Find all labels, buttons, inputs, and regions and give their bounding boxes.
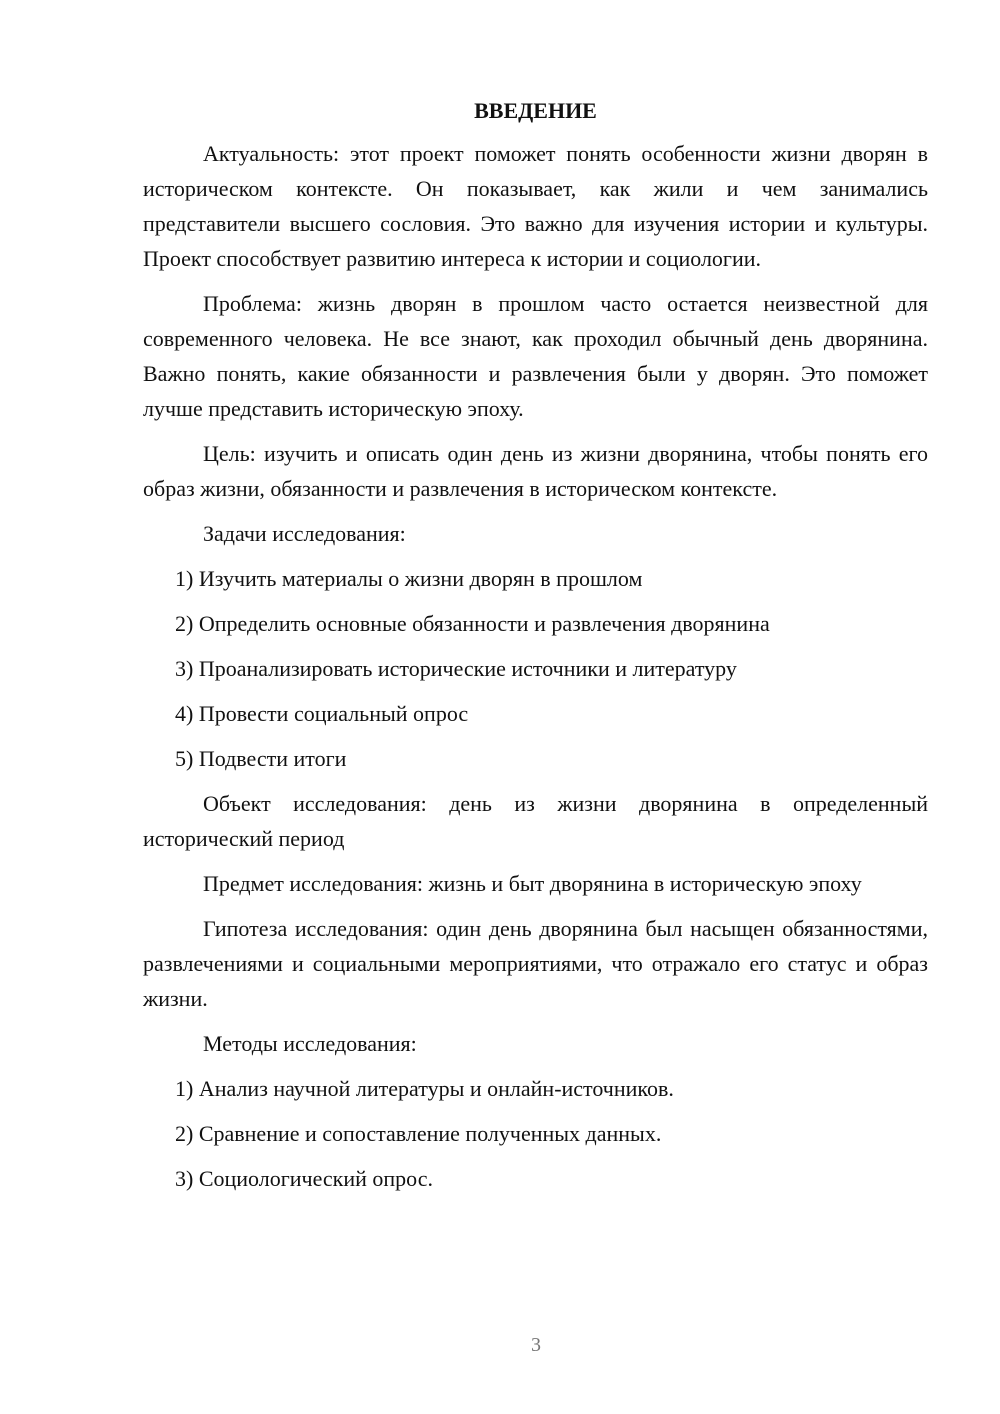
tasks-list (143, 561, 928, 776)
method-item: 3) Социологический опрос. (175, 1166, 433, 1191)
task-item: 2) Определить основные обязанности и развлечения дворянина (175, 611, 770, 636)
relevance-paragraph: Актуальность: этот проект поможет понять особенности жизни дворян в историческом контексте. Он показывает, как жили и чем занимались представители высшего сословия. Это важно для изучения истории и культуры. Проект способствует развитию интереса к истории и социологии. (143, 141, 928, 271)
hypothesis-paragraph: Гипотеза исследования: один день дворянина был насыщен обязанностями, развлечениями и социальными мероприятиями, что отражало его статус и образ жизни. (143, 916, 928, 1011)
section-heading: ВВЕДЕНИЕ (474, 98, 597, 123)
subject-paragraph: Предмет исследования: жизнь и быт дворянина в историческую эпоху (203, 871, 862, 896)
methods-list (143, 1071, 928, 1196)
page-number: 3 (531, 1334, 541, 1356)
problem-paragraph: Проблема: жизнь дворян в прошлом часто остается неизвестной для современного человека. Не все знают, как проходил обычный день дворянина. Важно понять, какие обязанности и развлечения были у дворян. Это поможет лучше представить историческую эпоху. (143, 291, 928, 421)
tasks-title: Задачи исследования: (203, 521, 406, 546)
task-item: 5) Подвести итоги (175, 746, 347, 771)
task-item: 1) Изучить материалы о жизни дворян в прошлом (175, 566, 643, 591)
method-item: 2) Сравнение и сопоставление полученных данных. (175, 1121, 662, 1146)
goal-paragraph: Цель: изучить и описать один день из жизни дворянина, чтобы понять его образ жизни, обязанности и развлечения в историческом контексте. (143, 441, 928, 501)
document-page (143, 96, 928, 1206)
method-item: 1) Анализ научной литературы и онлайн-источников. (175, 1076, 674, 1101)
object-paragraph: Объект исследования: день из жизни дворянина в определенный исторический период (143, 791, 928, 851)
task-item: 3) Проанализировать исторические источники и литературу (175, 656, 737, 681)
methods-title: Методы исследования: (203, 1031, 417, 1056)
task-item: 4) Провести социальный опрос (175, 701, 469, 726)
